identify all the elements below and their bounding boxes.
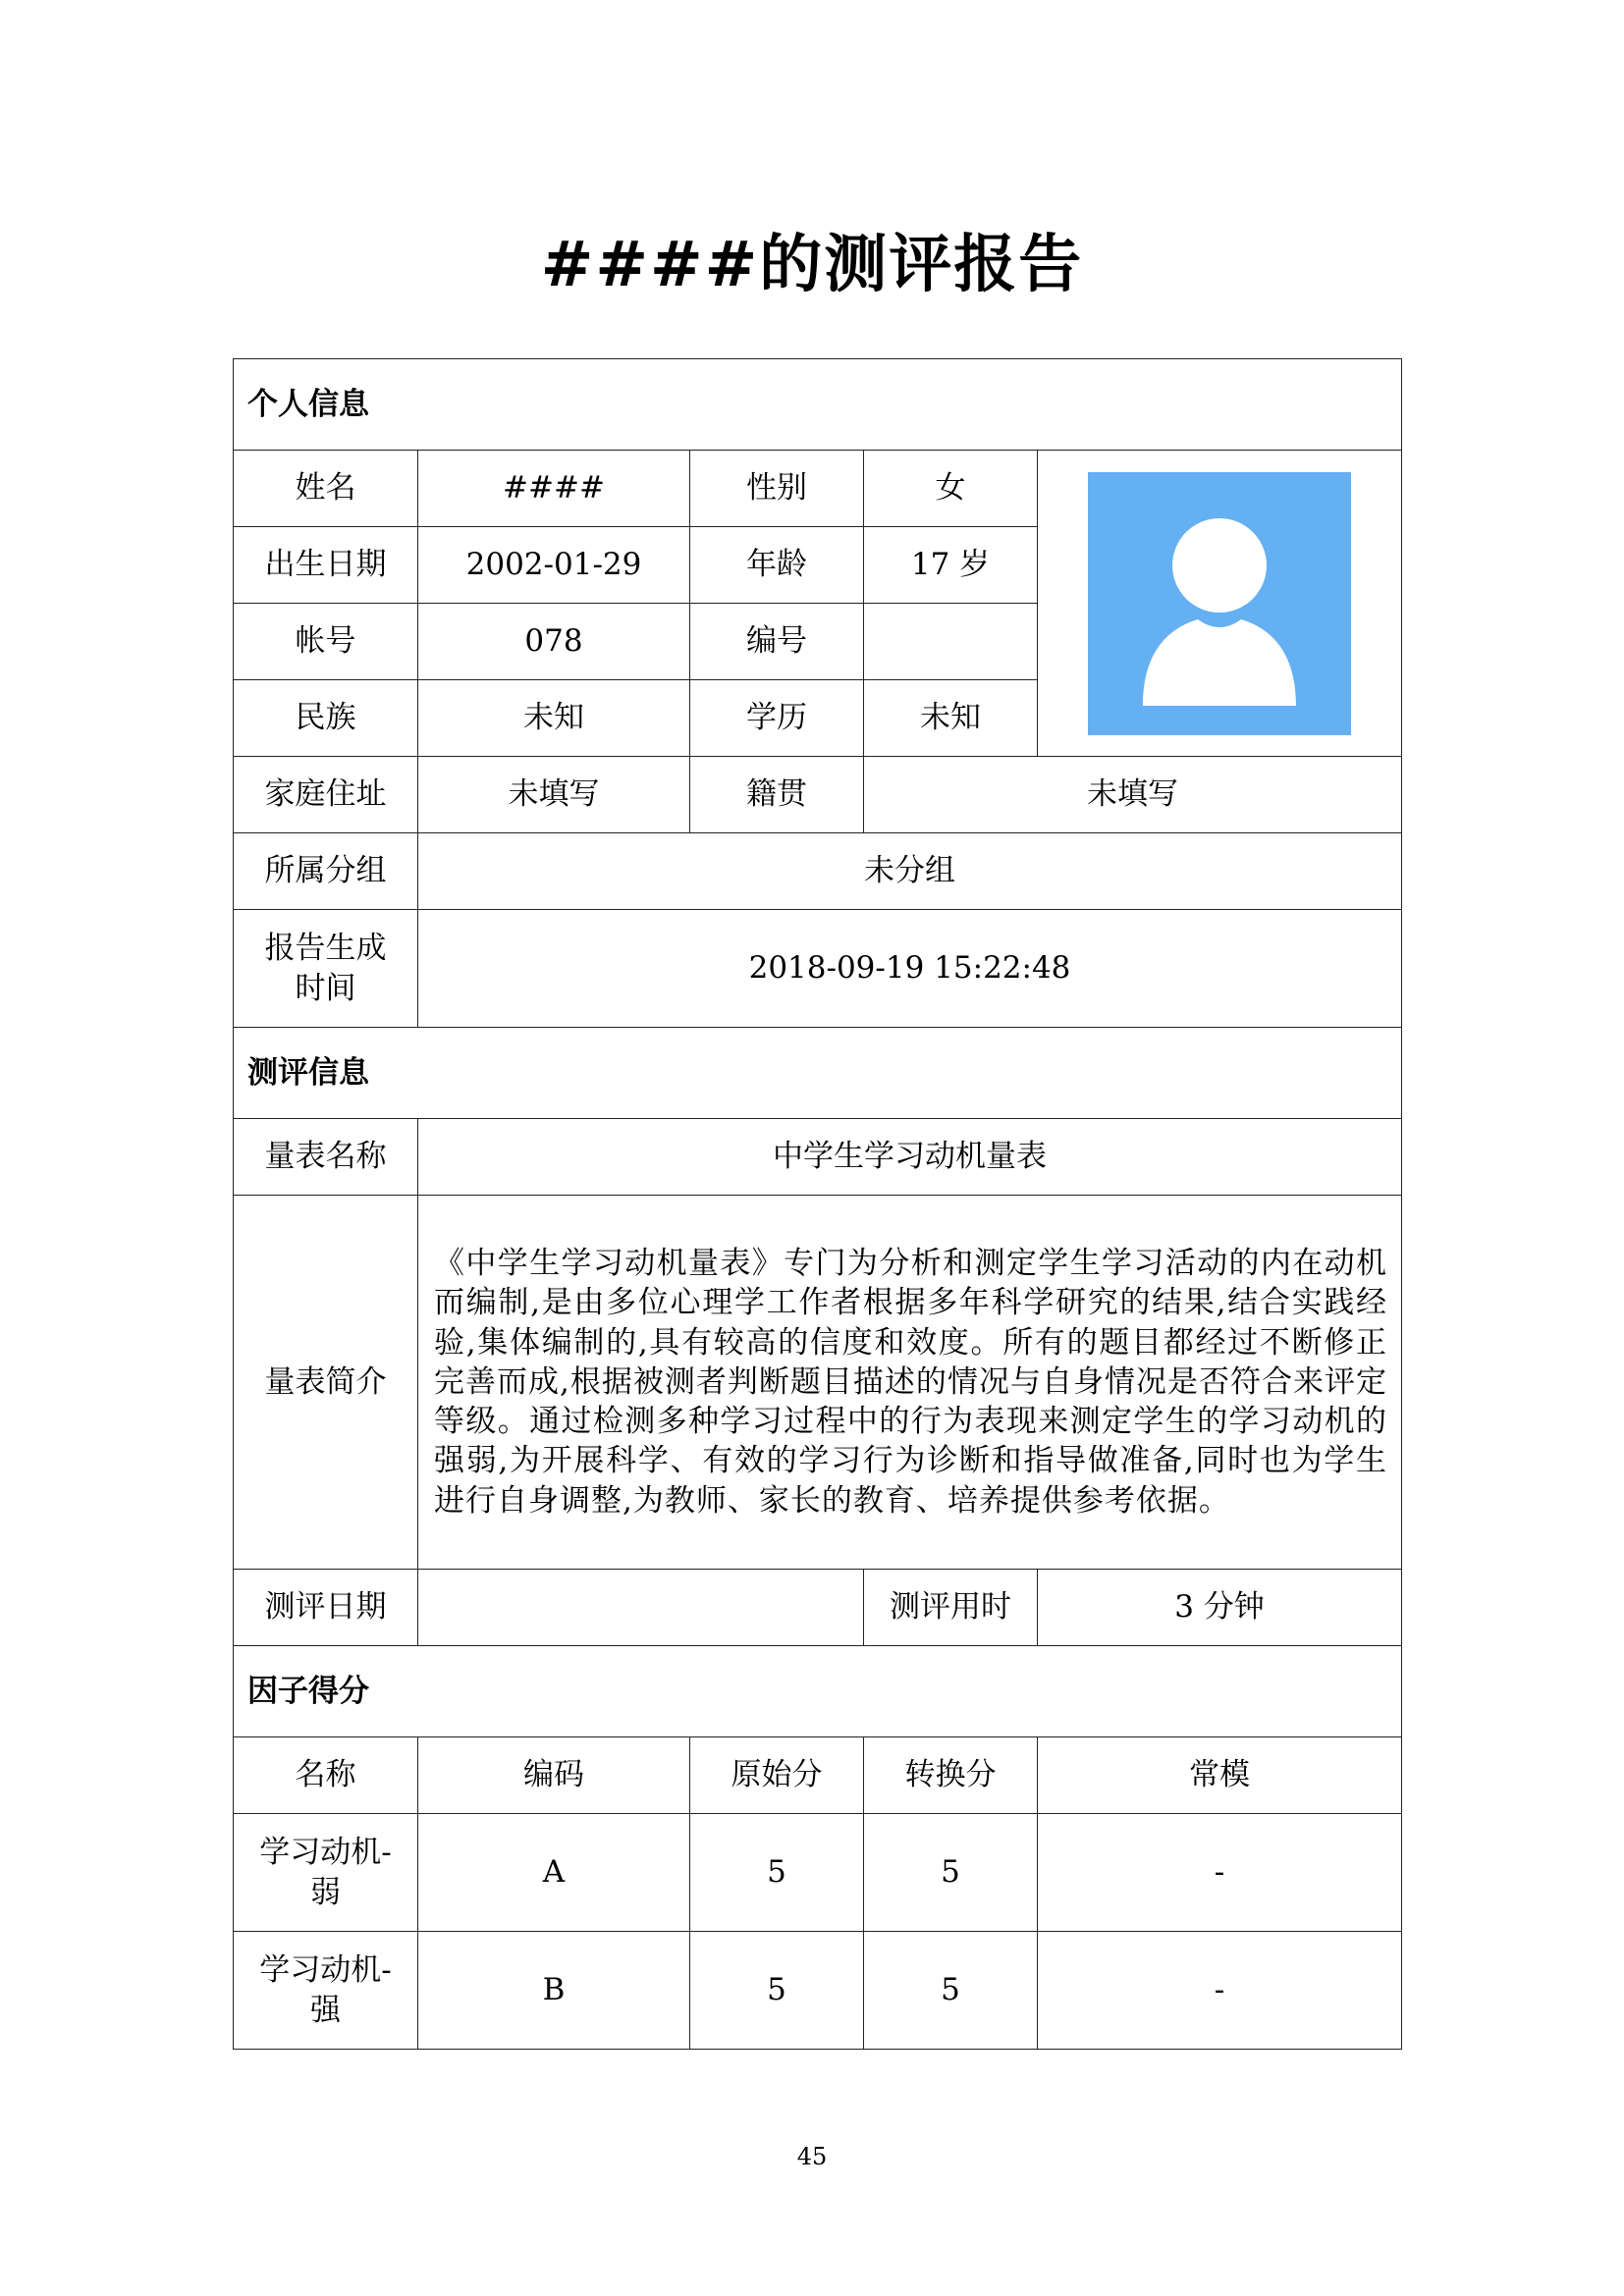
factor-name-line1: 学习动机- [259, 1835, 392, 1871]
factor-code: B [418, 1932, 690, 2050]
assessment-date-label: 测评日期 [234, 1570, 418, 1646]
factor-name [234, 1932, 418, 2050]
factor-header-raw: 原始分 [690, 1737, 864, 1814]
group-label: 所属分组 [234, 833, 418, 910]
education-value: 未知 [864, 680, 1038, 757]
avatar-cell [1038, 451, 1402, 757]
factor-norm: - [1038, 1932, 1402, 2050]
report-time-value: 2018-09-19 15:22:48 [418, 910, 1402, 1028]
report-title: ####的测评报告 [540, 228, 1084, 301]
section-assessment-info: 测评信息 [234, 1028, 1402, 1119]
ethnicity-value: 未知 [418, 680, 690, 757]
age-value: 17 岁 [864, 527, 1038, 604]
birth-value: 2002-01-29 [418, 527, 690, 604]
gender-value: 女 [864, 451, 1038, 527]
table-row [234, 1814, 1402, 1932]
scale-name-value: 中学生学习动机量表 [418, 1119, 1402, 1196]
native-place-value: 未填写 [864, 757, 1402, 833]
education-label: 学历 [690, 680, 864, 757]
account-value: 078 [418, 604, 690, 680]
duration-label: 测评用时 [864, 1570, 1038, 1646]
duration-value: 3 分钟 [1038, 1570, 1402, 1646]
factor-name [234, 1814, 418, 1932]
factor-name-line2: 弱 [310, 1874, 341, 1910]
factor-norm: - [1038, 1814, 1402, 1932]
report-time-label [234, 910, 418, 1028]
group-value: 未分组 [418, 833, 1402, 910]
address-label: 家庭住址 [234, 757, 418, 833]
age-label: 年龄 [690, 527, 864, 604]
factor-name-line1: 学习动机- [259, 1952, 392, 1989]
name-label: 姓名 [234, 451, 418, 527]
factor-header-norm: 常模 [1038, 1737, 1402, 1814]
section-factor-scores: 因子得分 [234, 1646, 1402, 1737]
native-place-label: 籍贯 [690, 757, 864, 833]
factor-header-name: 名称 [234, 1737, 418, 1814]
report-time-label-line1: 报告生成 [264, 931, 387, 967]
factor-name-line2: 强 [310, 1992, 341, 2028]
number-label: 编号 [690, 604, 864, 680]
table-row [234, 1932, 1402, 2050]
user-avatar-icon [1088, 472, 1351, 735]
factor-code: A [418, 1814, 690, 1932]
factor-table-header [234, 1737, 1402, 1814]
page-number: 45 [796, 2143, 828, 2170]
scale-name-label: 量表名称 [234, 1119, 418, 1196]
factor-raw-score: 5 [690, 1932, 864, 2050]
name-value: #### [418, 451, 690, 527]
factor-header-code: 编码 [418, 1737, 690, 1814]
gender-label: 性别 [690, 451, 864, 527]
factor-header-converted: 转换分 [864, 1737, 1038, 1814]
factor-converted-score: 5 [864, 1814, 1038, 1932]
report-table [233, 358, 1402, 2050]
scale-intro-label: 量表简介 [234, 1196, 418, 1570]
assessment-date-value [418, 1570, 864, 1646]
birth-label: 出生日期 [234, 527, 418, 604]
account-label: 帐号 [234, 604, 418, 680]
ethnicity-label: 民族 [234, 680, 418, 757]
number-value [864, 604, 1038, 680]
section-personal-info: 个人信息 [234, 359, 1402, 451]
address-value: 未填写 [418, 757, 690, 833]
factor-raw-score: 5 [690, 1814, 864, 1932]
report-time-label-line2: 时间 [295, 970, 356, 1006]
scale-intro-text: 《中学生学习动机量表》专门为分析和测定学生学习活动的内在动机而编制,是由多位心理学工作者根据多年科学研究的结果,结合实践经验,集体编制的,具有较高的信度和效度。所有的题目都经过不断修正完善而成,根据被测者判断题目描述的情况与自身情况是否符合来评定等级。通过检测多种学习过程中的行为表现来测定学生的学习动机的强弱,为开展科学、有效的学习行为诊断和指导做准备,同时也为学生进行自身调整,为教师、家长的教育、培养提供参考依据。 [418, 1196, 1402, 1570]
avatar [1088, 472, 1351, 735]
factor-converted-score: 5 [864, 1932, 1038, 2050]
